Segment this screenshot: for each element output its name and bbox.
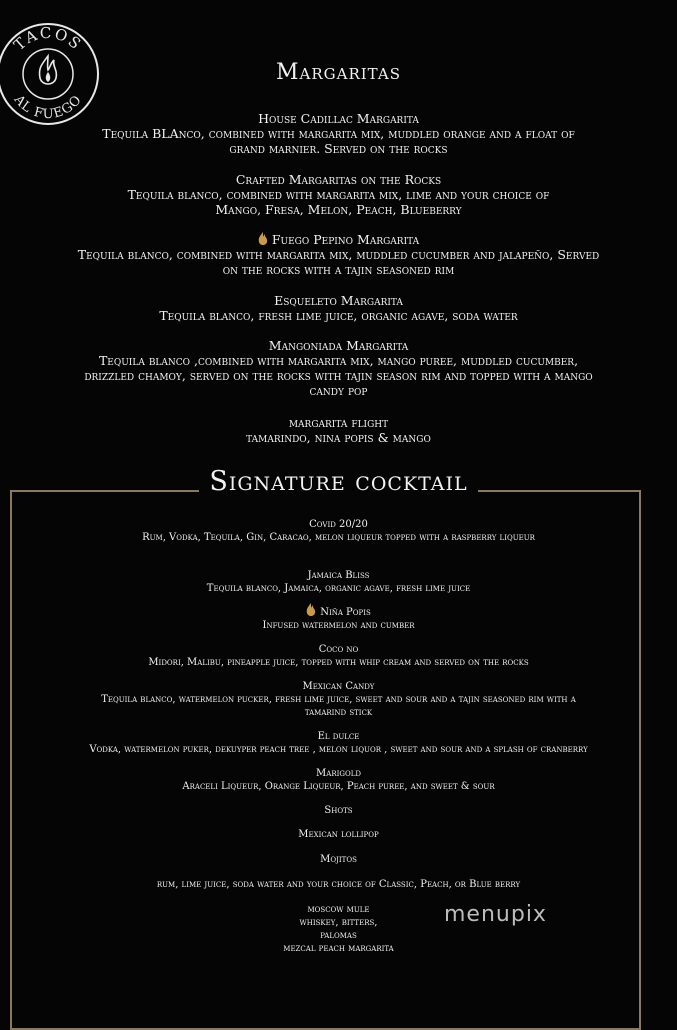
flame-icon (258, 232, 268, 246)
logo-top-text: TACOS (10, 23, 86, 55)
item-desc: whiskey, bitters, palomas mezcal peach margarita (283, 917, 394, 954)
menu-item (0, 232, 677, 277)
menu-item (0, 172, 677, 217)
flame-icon (306, 603, 316, 617)
item-name: Coco no (318, 644, 359, 655)
item-desc: Tequila blanco, watermelon pucker, fresh lime juice, sweet and sour and a tajin seasoned rim with a tamarind stick (101, 694, 576, 718)
item-name: Shots (324, 805, 353, 816)
margaritas-title: Margaritas (276, 60, 401, 85)
menu-item (0, 643, 677, 669)
menu-item (0, 338, 677, 398)
item-name: moscow mule (307, 904, 370, 915)
item-desc: rum, lime juice, soda water and your choice of Classic, Peach, or Blue berry (156, 879, 521, 890)
item-desc: Infused watermelon and cumber (262, 620, 415, 631)
item-desc: Tequila blanco, combined with margarita mix, muddled cucumber and jalapeño, Served on the rocks with a tajin seasoned rim (77, 247, 600, 277)
item-desc: Tequila blanco ,combined with margarita mix, mango puree, muddled cucumber, drizzled chamoy, served on the rocks with tajin season rim and topped with a mango candy pop (84, 353, 593, 398)
item-name: Esqueleto Margarita (274, 293, 403, 308)
menu-item (0, 767, 677, 793)
item-name: Crafted Margaritas on the Rocks (235, 172, 442, 187)
item-desc: Tequila BLAnco, combined with margarita mix, muddled orange and a float of grand marnier. Served on the rocks (102, 126, 575, 156)
menu-item (0, 730, 677, 756)
item-name: Niña Popis (320, 607, 371, 618)
item-name: Mexican lollipop (298, 829, 379, 840)
item-desc: Araceli Liqueur, Orange Liqueur, Peach puree, and sweet & sour (182, 781, 495, 792)
item-desc: Tequila blanco, Jamaica, organic agave, fresh lime juice (206, 583, 471, 594)
menupix-watermark (440, 892, 600, 942)
menu-item (0, 293, 677, 323)
menu-item (0, 111, 677, 156)
item-desc: Midori, Malibu, pineapple juice, topped with whip cream and served on the rocks (148, 657, 529, 668)
menu-item (0, 804, 677, 817)
item-desc: Vodka, watermelon puker, dekuyper peach tree , melon liquor , sweet and sour and a splash of cranberry (89, 744, 588, 755)
menu-item (0, 603, 677, 632)
logo-bottom-text: AL FUEGO (10, 92, 86, 123)
menu-item (0, 828, 677, 841)
watermark-text: menupix (444, 902, 547, 927)
menu-item (0, 878, 677, 891)
item-name: Mexican Candy (302, 681, 375, 692)
item-name: El dulce (317, 731, 360, 742)
item-name: Mojitos (320, 854, 357, 865)
signature-title: Signature cocktail (199, 466, 477, 497)
menu-item (0, 680, 677, 719)
menu-item (0, 518, 677, 544)
item-desc: Rum, Vodka, Tequila, Gin, Caracao, melon liqueur topped with a raspberry liqueur (142, 532, 535, 543)
item-desc: tamarindo, nina popis & mango (246, 430, 431, 445)
item-name: Fuego Pepino Margarita (271, 232, 420, 247)
item-name: Marigold (316, 768, 361, 779)
item-desc: Tequila blanco, fresh lime juice, organic agave, soda water (159, 308, 518, 323)
item-name: Jamaica Bliss (307, 570, 370, 581)
menu-item (0, 415, 677, 445)
item-name: margarita flight (288, 415, 389, 430)
item-name: Covid 20/20 (309, 519, 368, 530)
item-desc: Tequila blanco, combined with margarita mix, lime and your choice of Mango, Fresa, Melon, Peach, Blueberry (127, 187, 550, 217)
menu-item (0, 569, 677, 595)
menu-item (0, 853, 677, 866)
item-name: House Cadillac Margarita (258, 111, 419, 126)
item-name: Mangoniada Margarita (268, 338, 409, 353)
